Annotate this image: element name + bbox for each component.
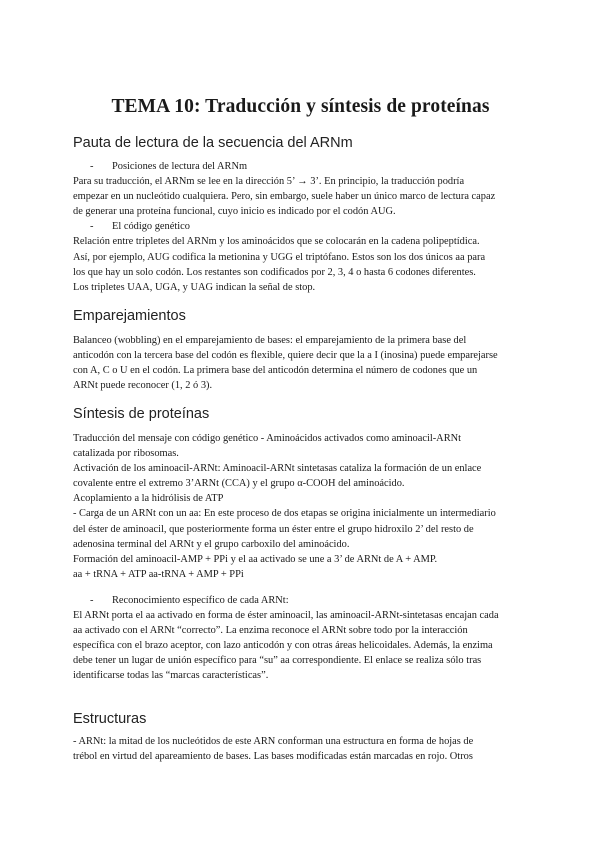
paragraph-line: Relación entre tripletes del ARNm y los aminoácidos que se colocarán en la cadena polipeptídica.: [73, 236, 480, 248]
paragraph-line: aa + tRNA + ATP aa-tRNA + AMP + PPi: [73, 568, 244, 580]
bullet-text: Reconocimiento específico de cada ARNt:: [112, 595, 289, 606]
section-estructuras-body: [73, 734, 528, 764]
paragraph-line: Para su traducción, el ARNm se lee en la dirección 5’ → 3’. En principio, la traducción podría: [73, 176, 465, 188]
section-reconocimiento-body: [73, 593, 528, 684]
bullet-item: [73, 219, 528, 234]
dash-marker: -: [90, 595, 94, 606]
paragraph-line: debe tener un lugar de unión específico para “su” aa correspondiente. El enlace se realiza sólo tras: [73, 655, 482, 667]
paragraph-line: de generar una proteína funcional, cuyo inicio es indicado por el codón AUG.: [73, 206, 396, 218]
dash-marker: -: [90, 221, 94, 233]
paragraph-line: catalizada por ribosomas.: [73, 448, 179, 460]
dash-marker: -: [90, 161, 94, 172]
paragraph-line: Activación de los aminoacil-ARNt: Aminoacil-ARNt sintetasas cataliza la formación de un enlace: [73, 463, 482, 475]
section-heading-lectura: Pauta de lectura de la secuencia del ARNm: [73, 135, 353, 151]
paragraph-line: Acoplamiento a la hidrólisis de ATP: [73, 493, 224, 505]
paragraph-line: Los tripletes UAA, UGA, y UAG indican la señal de stop.: [73, 281, 316, 293]
bullet-text: El código genético: [112, 221, 190, 233]
paragraph-line: Así, por ejemplo, AUG codifica la metionina y UGG el triptófano. Estos son los dos únicos aa para: [73, 251, 486, 263]
paragraph-line: identificarse todas las “marcas características”.: [73, 670, 269, 682]
paragraph-line: del éster de aminoacil, que posteriormente forma un éster entre el grupo hidroxilo 2’ del resto de: [73, 523, 474, 535]
bullet-item: [73, 593, 528, 608]
paragraph-line: Formación del aminoacil-AMP + PPi y el aa activado se une a 3’ de ARNt de A + AMP.: [73, 553, 438, 565]
paragraph-line: trébol en virtud del apareamiento de bases. Las bases modificadas están marcadas en rojo. Otros: [73, 751, 473, 763]
page-title: TEMA 10: Traducción y síntesis de proteínas: [111, 96, 490, 117]
section-heading-sintesis: Síntesis de proteínas: [73, 406, 210, 422]
paragraph-line: anticodón con la tercera base del codón es flexible, quiere decir que la a I (inosina) puede emparejarse: [73, 350, 498, 362]
paragraph-line: los que hay un solo codón. Los restantes son codificados por 2, 3, 4 o hasta 6 codones diferentes.: [73, 266, 476, 278]
paragraph-line: - ARNt: la mitad de los nucleótidos de este ARN conforman una estructura en forma de hojas de: [73, 736, 474, 747]
paragraph-line: empezar en un nucleótido cualquiera. Pero, sin embargo, suele haber un único marco de lectura capaz: [73, 191, 496, 203]
section-heading-emparejamientos: Emparejamientos: [73, 308, 186, 324]
paragraph-line: - Carga de un ARNt con un aa: En este proceso de dos etapas se origina inicialmente un intermediario: [73, 508, 496, 520]
paragraph-line: Traducción del mensaje con código genético - Aminoácidos activados como aminoacil-ARNt: [73, 433, 462, 444]
bullet-item: [73, 159, 528, 174]
paragraph-line: El ARNt porta el aa activado en forma de éster aminoacil, las aminoacil-ARNt-sintetasas encajan cada: [73, 610, 499, 622]
paragraph-line: covalente entre el extremo 3’ARNt (CCA) y el grupo α-COOH del aminoácido.: [73, 478, 405, 490]
section-emparejamientos-body: [73, 333, 528, 393]
section-heading-estructuras: Estructuras: [73, 711, 147, 727]
section-lectura-body: [73, 159, 528, 295]
paragraph-line: Balanceo (wobbling) en el emparejamiento de bases: el emparejamiento de la primera base del: [73, 335, 467, 346]
paragraph-line: ARNt puede reconocer (1, 2 ó 3).: [73, 380, 213, 392]
paragraph-line: aa activado con el ARNt “correcto”. La enzima reconoce el ARNt sobre todo por la interacción: [73, 625, 468, 637]
paragraph-line: específica con el brazo aceptor, con lazo anticodón y con otras áreas helicoidales. Además, la enzima: [73, 640, 493, 652]
paragraph-line: adenosina terminal del ARNt y el grupo carboxilo del aminoácido.: [73, 538, 350, 550]
section-sintesis-body: [73, 431, 528, 582]
bullet-text: Posiciones de lectura del ARNm: [112, 161, 248, 172]
paragraph-line: con A, C o U en el codón. La primera base del anticodón determina el número de codones que un: [73, 365, 478, 377]
